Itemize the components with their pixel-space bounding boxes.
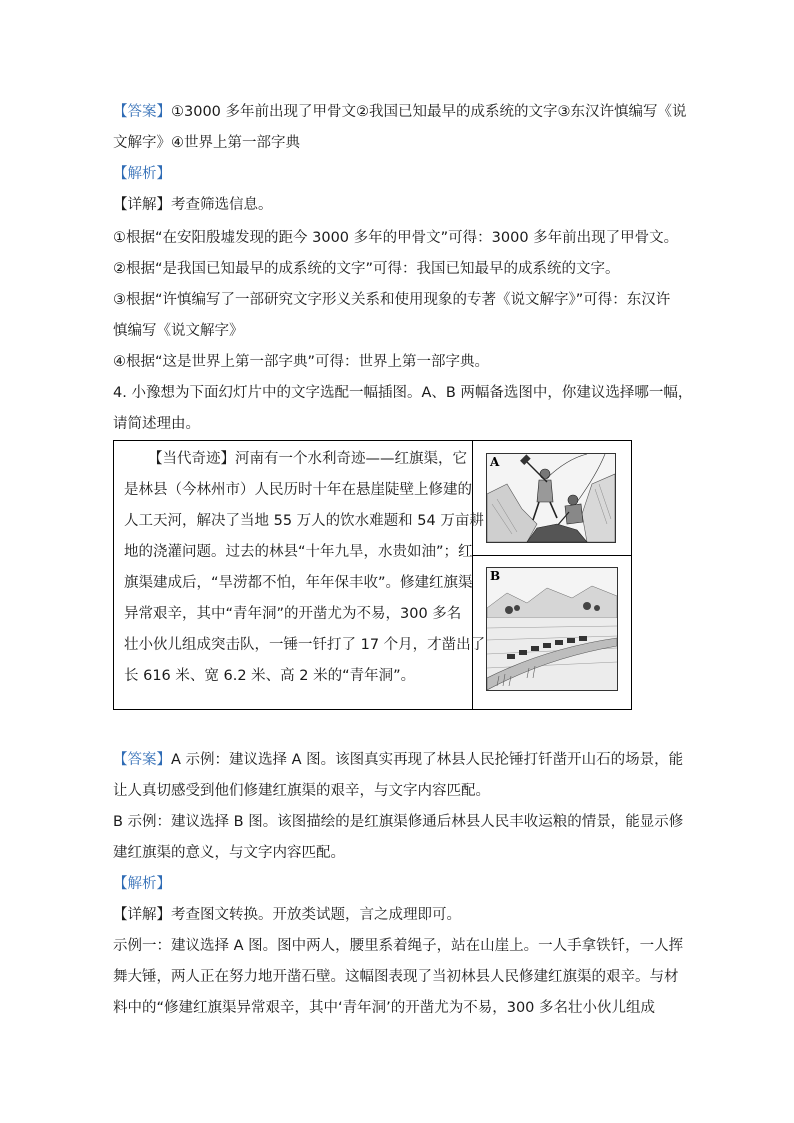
point-4: ④根据“这是世界上第一部字典”可得：世界上第一部字典。 [113,354,490,370]
illustration-b-label: B [490,569,501,583]
illustration-b [486,567,618,691]
point-3-line-1: ③根据“许慎编写了一部研究文字形义关系和使用现象的专著《说文解字》”可得：东汉许 [113,292,671,308]
answer2-line-1 [113,750,683,770]
table-text-line-6: 异常艰辛，其中“青年洞”的开凿尤为不易，300 多名 [124,606,462,622]
answer2-line-2: 让人真切感受到他们修建红旗渠的艰辛，与文字内容匹配。 [113,783,490,799]
table-text-line-1: 【当代奇迹】河南有一个水利奇迹——红旗渠，它 [148,451,467,467]
answer2-text: A 示例：建议选择 A 图。该图真实再现了林县人民抡锤打钎凿开山石的场景，能 [171,752,684,768]
slide-table [113,440,632,710]
analysis2-tag: 【解析】 [113,876,171,892]
table-divider-horizontal [472,555,632,556]
table-text-line-4: 地的浇灌问题。过去的林县“十年九旱，水贵如油”；红 [124,544,473,560]
table-text-line-2: 是林县（今林州市）人民历时十年在悬崖陡壁上修建的 [124,482,472,498]
answer2-line-3: B 示例：建议选择 B 图。该图描绘的是红旗渠修通后林县人民丰收运粮的情景，能显示修 [113,814,684,830]
table-text-line-5: 旗渠建成后，“旱涝都不怕，年年保丰收”。修建红旗渠 [124,575,473,591]
table-text-line-7: 壮小伙儿组成突击队，一锤一钎打了 17 个月，才凿出了 [124,637,486,653]
analysis-tag: 【解析】 [113,166,171,182]
answer-text: ①3000 多年前出现了甲骨文②我国已知最早的成系统的文字③东汉许慎编写《说 [171,104,687,120]
question-4-line-1: 4. 小豫想为下面幻灯片中的文字选配一幅插图。A、B 两幅备选图中，你建议选择哪一幅， [113,385,693,401]
answer-tag: 【答案】 [113,104,171,120]
point-2: ②根据“是我国已知最早的成系统的文字”可得：我国已知最早的成系统的文字。 [113,261,620,277]
table-text-line-3: 人工天河，解决了当地 55 万人的饮水难题和 54 万亩耕 [124,513,484,529]
detail2-line: 【详解】考查图文转换。开放类试题，言之成理即可。 [113,907,461,923]
illustration-a [486,453,616,543]
answer2-line-4: 建红旗渠的意义，与文字内容匹配。 [113,845,345,861]
point-1: ①根据“在安阳殷墟发现的距今 3000 多年的甲骨文”可得：3000 多年前出现了甲骨文。 [113,230,679,246]
example1-line-1: 示例一：建议选择 A 图。图中两人，腰里系着绳子，站在山崖上。一人手拿铁钎，一人挥 [113,938,684,954]
illustration-a-drawing [487,454,615,542]
example1-line-3: 料中的“修建红旗渠异常艰辛，其中‘青年洞’的开凿尤为不易，300 多名壮小伙儿组成 [113,1000,656,1016]
example1-line-2: 舞大锤，两人正在努力地开凿石壁。这幅图表现了当初林县人民修建红旗渠的艰辛。与材 [113,969,679,985]
illustration-b-drawing [487,568,617,690]
table-text-line-8: 长 616 米、宽 6.2 米、高 2 米的“青年洞”。 [124,668,416,684]
detail-line: 【详解】考查筛选信息。 [113,197,273,213]
illustration-a-label: A [490,455,500,469]
point-3-line-2: 慎编写《说文解字》 [113,323,244,339]
question-4-line-2: 请简述理由。 [113,416,200,432]
answer-line-2: 文解字》④世界上第一部字典 [113,135,300,151]
answer2-tag: 【答案】 [113,752,171,768]
answer-line-1 [113,102,687,122]
